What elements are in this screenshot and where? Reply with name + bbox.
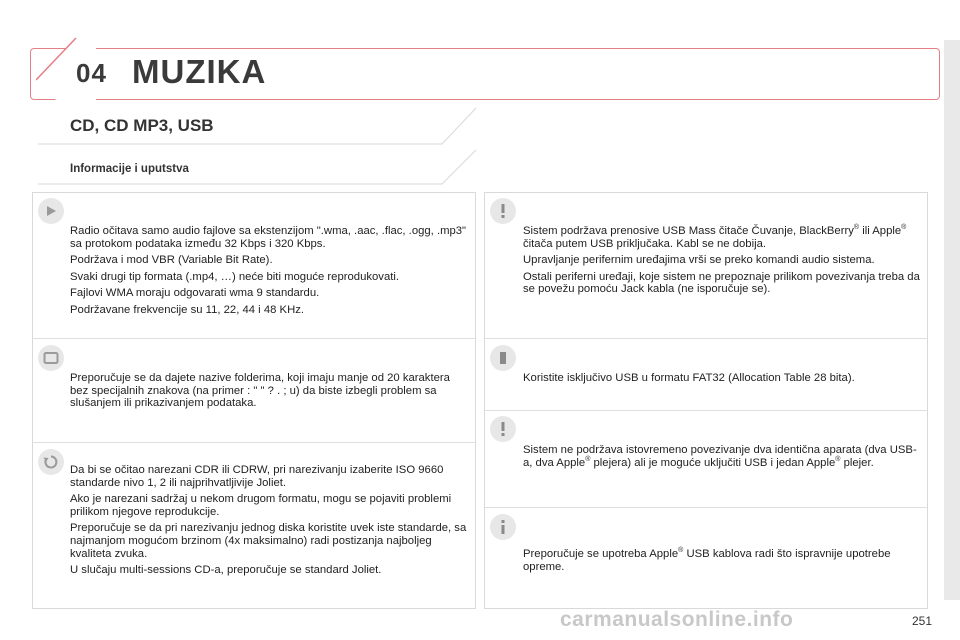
info-block-usb-support bbox=[523, 225, 923, 300]
paragraph: Svaki drugi tip formata (.mp4, …) neće biti moguće reprodukovati. bbox=[70, 270, 400, 283]
paragraph: Fajlovi WMA moraju odgovarati wma 9 standardu. bbox=[70, 287, 320, 300]
refresh-icon bbox=[38, 449, 64, 475]
paragraph: Preporučuje se da dajete nazive folderima, koji imaju manje od 20 karaktera bez specijalnih znakova (na primer : " " ? . ; u) da biste izbegli problem sa slušanjem ili prikazivanjem podataka. bbox=[70, 372, 450, 410]
watermark: carmanualsonline.info bbox=[560, 608, 794, 631]
panel-divider bbox=[484, 410, 928, 411]
paragraph: Da bi se očitao narezani CDR ili CDRW, pri narezivanju izaberite ISO 9660 standarde nivo 1, 2 ili najprihvatljivije Joliet. bbox=[70, 464, 444, 489]
info-block-identical-devices bbox=[523, 444, 923, 473]
info-block-cd-burning bbox=[70, 464, 470, 581]
warning-icon bbox=[490, 198, 516, 224]
paragraph: Preporučuje se da pri narezivanju jednog diska koristite uvek iste standarde, sa najmanjom mogućom brzinom (4x maksimalno) radi postizanja najboljeg kvaliteta zvuka. bbox=[70, 522, 467, 560]
paragraph: Podržavane frekvencije su 11, 22, 44 i 48 KHz. bbox=[70, 303, 305, 316]
paragraph: Sistem ne podržava istovremeno povezivanje dva identična aparata (dva USB-a, dva Apple® plejera) ali je moguće uključiti USB i jedan Apple® plejer. bbox=[523, 444, 917, 469]
info-block-fat32 bbox=[523, 372, 923, 389]
paragraph: Sistem podržava prenosive USB Mass čitače Čuvanje, BlackBerry® ili Apple® čitača putem USB priključaka. Kabl se ne dobija. bbox=[523, 224, 907, 250]
paragraph: U slučaju multi-sessions CD-a, preporučuje se standard Joliet. bbox=[70, 564, 382, 577]
page-side-strip bbox=[944, 40, 960, 600]
chapter-number: 04 bbox=[76, 58, 107, 88]
chapter-title: MUZIKA bbox=[132, 53, 267, 90]
subsection-title: Informacije i uputstva bbox=[70, 163, 189, 175]
note-icon bbox=[490, 345, 516, 371]
paragraph: Preporučuje se upotreba Apple® USB kablova radi što ispravnije upotrebe opreme. bbox=[523, 547, 891, 573]
warning-icon bbox=[490, 416, 516, 442]
paragraph: Upravljanje perifernim uređajima vrši se preko komandi audio sistema. bbox=[523, 254, 875, 267]
paragraph: Koristite isključivo USB u formatu FAT32 (Allocation Table 28 bita). bbox=[523, 372, 855, 384]
paragraph: Podržava i mod VBR (Variable Bit Rate). bbox=[70, 254, 273, 267]
info-block-formats bbox=[70, 225, 470, 321]
play-triangle-icon bbox=[38, 198, 64, 224]
section-title: CD, CD MP3, USB bbox=[70, 116, 214, 135]
panel-divider bbox=[484, 338, 928, 339]
screen-icon bbox=[38, 345, 64, 371]
page-number: 251 bbox=[912, 614, 933, 628]
panel-divider bbox=[32, 442, 476, 443]
paragraph: Radio očitava samo audio fajlove sa ekstenzijom ".wma, .aac, .flac, .ogg, .mp3" sa protokom podataka između 32 Kbps i 320 Kbps. bbox=[70, 225, 467, 250]
info-block-folders bbox=[70, 372, 470, 414]
paragraph: Ako je narezani sadržaj u nekom drugom formatu, mogu se pojaviti problemi prilikom njegove reprodukcije. bbox=[70, 493, 452, 518]
panel-divider bbox=[484, 507, 928, 508]
info-block-apple-cables bbox=[523, 548, 923, 577]
paragraph: Ostali periferni uređaji, koje sistem ne prepoznaje prilikom povezivanja treba da se povežu pomoću Jack kabla (ne isporučuje se). bbox=[523, 270, 920, 296]
panel-divider bbox=[32, 338, 476, 339]
info-icon bbox=[490, 514, 516, 540]
